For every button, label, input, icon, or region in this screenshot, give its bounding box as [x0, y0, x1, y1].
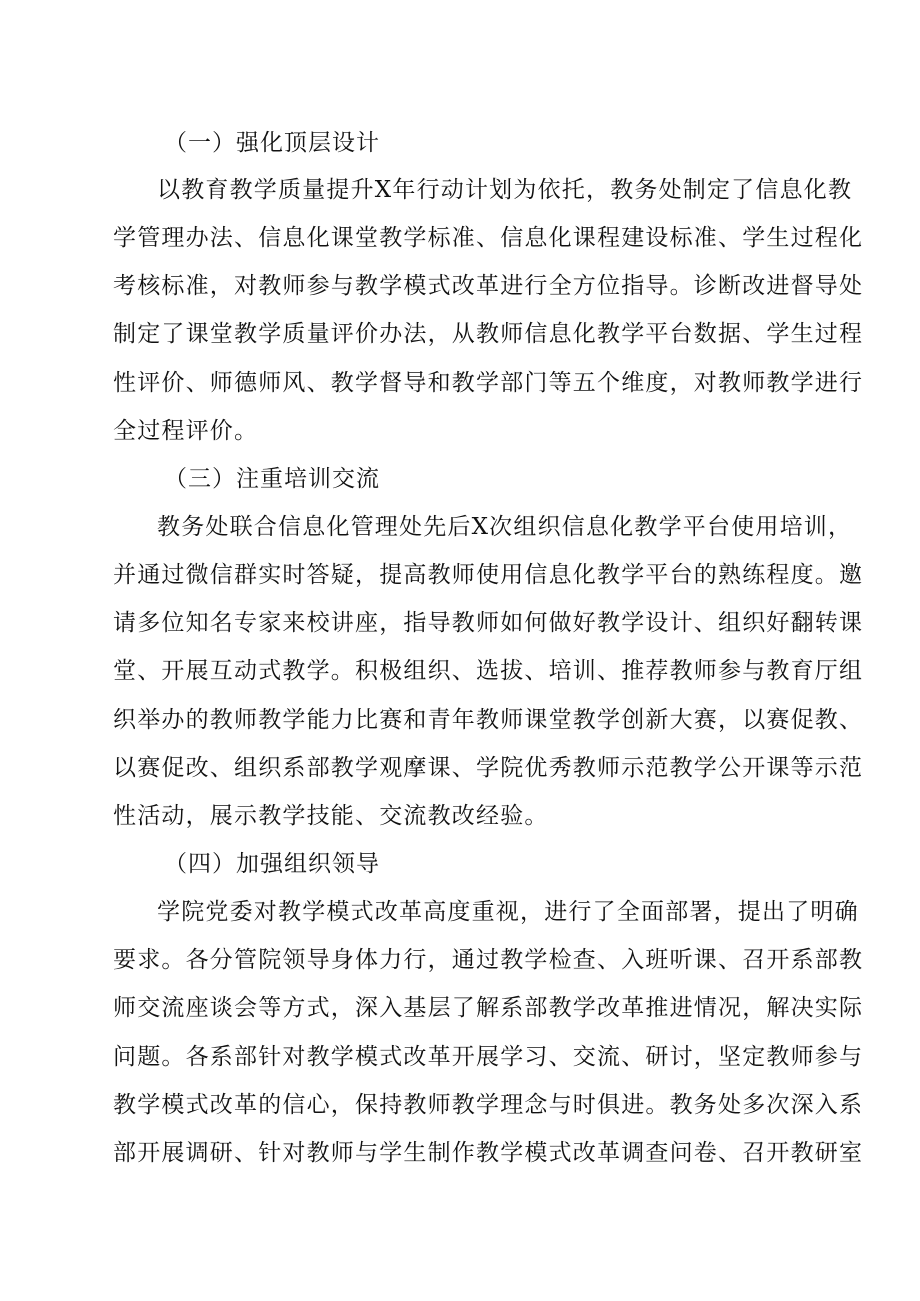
paragraph-line: 教务处联合信息化管理处先后X次组织信息化教学平台使用培训， [157, 514, 853, 540]
paragraph-line: 织举办的教师教学能力比赛和青年教师课堂教学创新大赛，以赛促教、 [113, 707, 864, 733]
paragraph-line: 问题。各系部针对教学模式改革开展学习、交流、研讨，坚定教师参与 [113, 1044, 864, 1070]
paragraph-line: 堂、开展互动式教学。积极组织、选拔、培训、推荐教师参与教育厅组 [113, 658, 864, 684]
paragraph-line: 部开展调研、针对教师与学生制作教学模式改革调查问卷、召开教研室 [113, 1140, 864, 1166]
paragraph-line: 师交流座谈会等方式，深入基层了解系部教学改革推进情况，解决实际 [113, 995, 864, 1021]
paragraph-line: 考核标准，对教师参与教学模式改革进行全方位指导。诊断改进督导处 [113, 273, 864, 299]
paragraph-line: 以教育教学质量提升X年行动计划为依托，教务处制定了信息化教 [157, 177, 853, 203]
section-heading-1: （一）强化顶层设计 [164, 130, 380, 156]
paragraph-line: 教学模式改革的信心，保持教师教学理念与时俱进。教务处多次深入系 [113, 1092, 864, 1118]
paragraph-line: 性评价、师德师风、教学督导和教学部门等五个维度，对教师教学进行 [113, 370, 864, 396]
paragraph-line: 并通过微信群实时答疑，提高教师使用信息化教学平台的熟练程度。邀 [113, 562, 864, 588]
section-heading-3: （三）注重培训交流 [164, 466, 380, 492]
paragraph-line: 请多位知名专家来校讲座，指导教师如何做好教学设计、组织好翻转课 [113, 610, 864, 636]
paragraph-line: 性活动，展示教学技能、交流教改经验。 [113, 803, 549, 829]
paragraph-line: 全过程评价。 [113, 418, 259, 444]
paragraph-line: 制定了课堂教学质量评价办法，从教师信息化教学平台数据、学生过程 [113, 321, 864, 347]
paragraph-line: 学管理办法、信息化课堂教学标准、信息化课程建设标准、学生过程化 [113, 225, 864, 251]
paragraph-line: 以赛促改、组织系部教学观摩课、学院优秀教师示范教学公开课等示范 [113, 755, 864, 781]
paragraph-line: 学院党委对教学模式改革高度重视，进行了全面部署，提出了明确 [157, 899, 859, 925]
paragraph-line: 要求。各分管院领导身体力行，通过教学检查、入班听课、召开系部教 [113, 947, 864, 973]
section-heading-4: （四）加强组织领导 [164, 851, 380, 877]
